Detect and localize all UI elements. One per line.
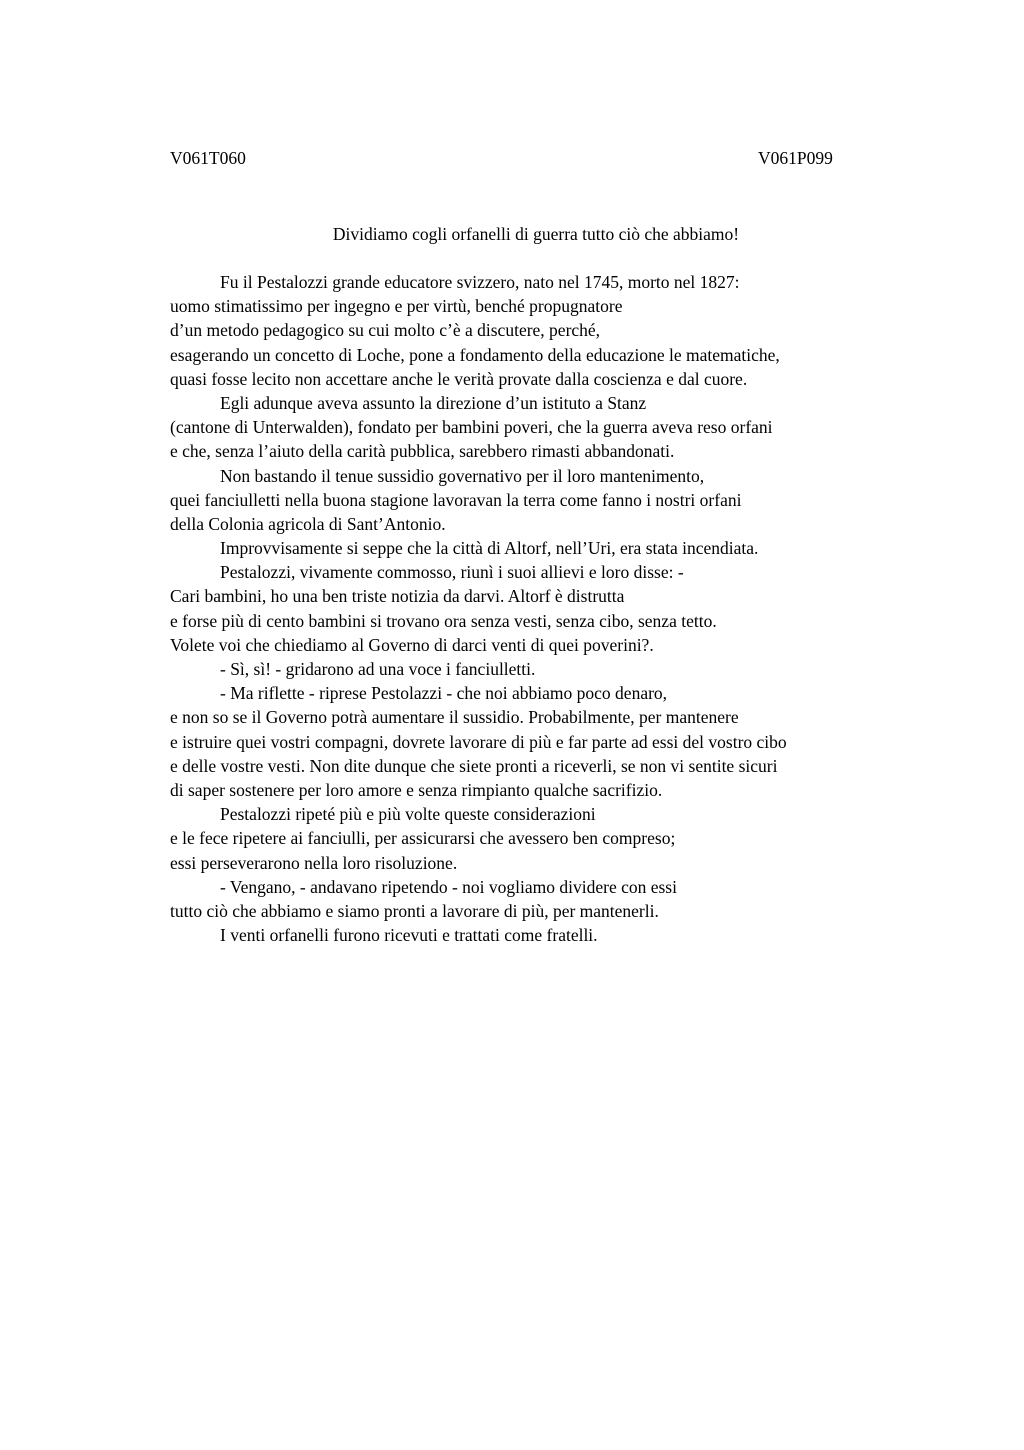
text-line: e forse più di cento bambini si trovano ora senza vesti, senza cibo, senza tetto.: [170, 610, 717, 631]
text-line: - Vengano, - andavano ripetendo - noi vogliamo dividere con essi: [220, 876, 677, 897]
text-line: esagerando un concetto di Loche, pone a fondamento della educazione le matematiche,: [170, 344, 780, 365]
text-line: e istruire quei vostri compagni, dovrete lavorare di più e far parte ad essi del vostro cibo: [170, 731, 787, 752]
text-line: - Sì, sì! - gridarono ad una voce i fanciulletti.: [220, 659, 536, 679]
text-line: Fu il Pestalozzi grande educatore svizzero, nato nel 1745, morto nel 1827:: [220, 272, 740, 292]
document-code-left: V061T060: [170, 148, 246, 168]
text-line: Cari bambini, ho una ben triste notizia da darvi. Altorf è distrutta: [170, 586, 625, 607]
text-line: - Ma riflette - riprese Pestolazzi - che noi abbiamo poco denaro,: [220, 683, 668, 704]
text-line: quasi fosse lecito non accettare anche le verità provate dalla coscienza e dal cuore.: [170, 368, 748, 389]
text-line: d’un metodo pedagogico su cui molto c’è a discutere, perché,: [170, 320, 601, 341]
text-line: e non so se il Governo potrà aumentare il sussidio. Probabilmente, per mantenere: [170, 707, 739, 728]
text-line: I venti orfanelli furono ricevuti e trattati come fratelli.: [220, 925, 598, 946]
text-line: e delle vostre vesti. Non dite dunque che siete pronti a riceverli, se non vi sentite sicuri: [170, 755, 778, 776]
text-line: di saper sostenere per loro amore e senza rimpianto qualche sacrifizio.: [170, 779, 663, 800]
body-text: [170, 270, 990, 947]
text-line: tutto ciò che abbiamo e siamo pronti a lavorare di più, per mantenerli.: [170, 900, 659, 921]
document-code-right: V061P099: [758, 148, 833, 168]
text-line: Volete voi che chiediamo al Governo di darci venti di quei poverini?.: [170, 634, 654, 655]
text-line: Pestalozzi ripeté più e più volte queste considerazioni: [220, 804, 596, 825]
text-line: Non bastando il tenue sussidio governativo per il loro mantenimento,: [220, 465, 705, 486]
text-line: e che, senza l’aiuto della carità pubblica, sarebbero rimasti abbandonati.: [170, 441, 675, 462]
text-line: quei fanciulletti nella buona stagione lavoravan la terra come fanno i nostri orfani: [170, 489, 742, 510]
text-line: della Colonia agricola di Sant’Antonio.: [170, 513, 446, 534]
text-line: Pestalozzi, vivamente commosso, riunì i suoi allievi e loro disse: -: [220, 562, 684, 583]
text-line: e le fece ripetere ai fanciulli, per assicurarsi che avessero ben compreso;: [170, 828, 676, 849]
text-line: essi perseverarono nella loro risoluzione.: [170, 852, 458, 873]
page-title: Dividiamo cogli orfanelli di guerra tutto ciò che abbiamo!: [332, 224, 740, 244]
text-line: uomo stimatissimo per ingegno e per virtù, benché propugnatore: [170, 296, 623, 317]
text-line: (cantone di Unterwalden), fondato per bambini poveri, che la guerra aveva reso orfani: [170, 417, 773, 438]
text-line: Improvvisamente si seppe che la città di Altorf, nell’Uri, era stata incendiata.: [220, 538, 759, 559]
text-line: Egli adunque aveva assunto la direzione d’un istituto a Stanz: [220, 392, 647, 413]
